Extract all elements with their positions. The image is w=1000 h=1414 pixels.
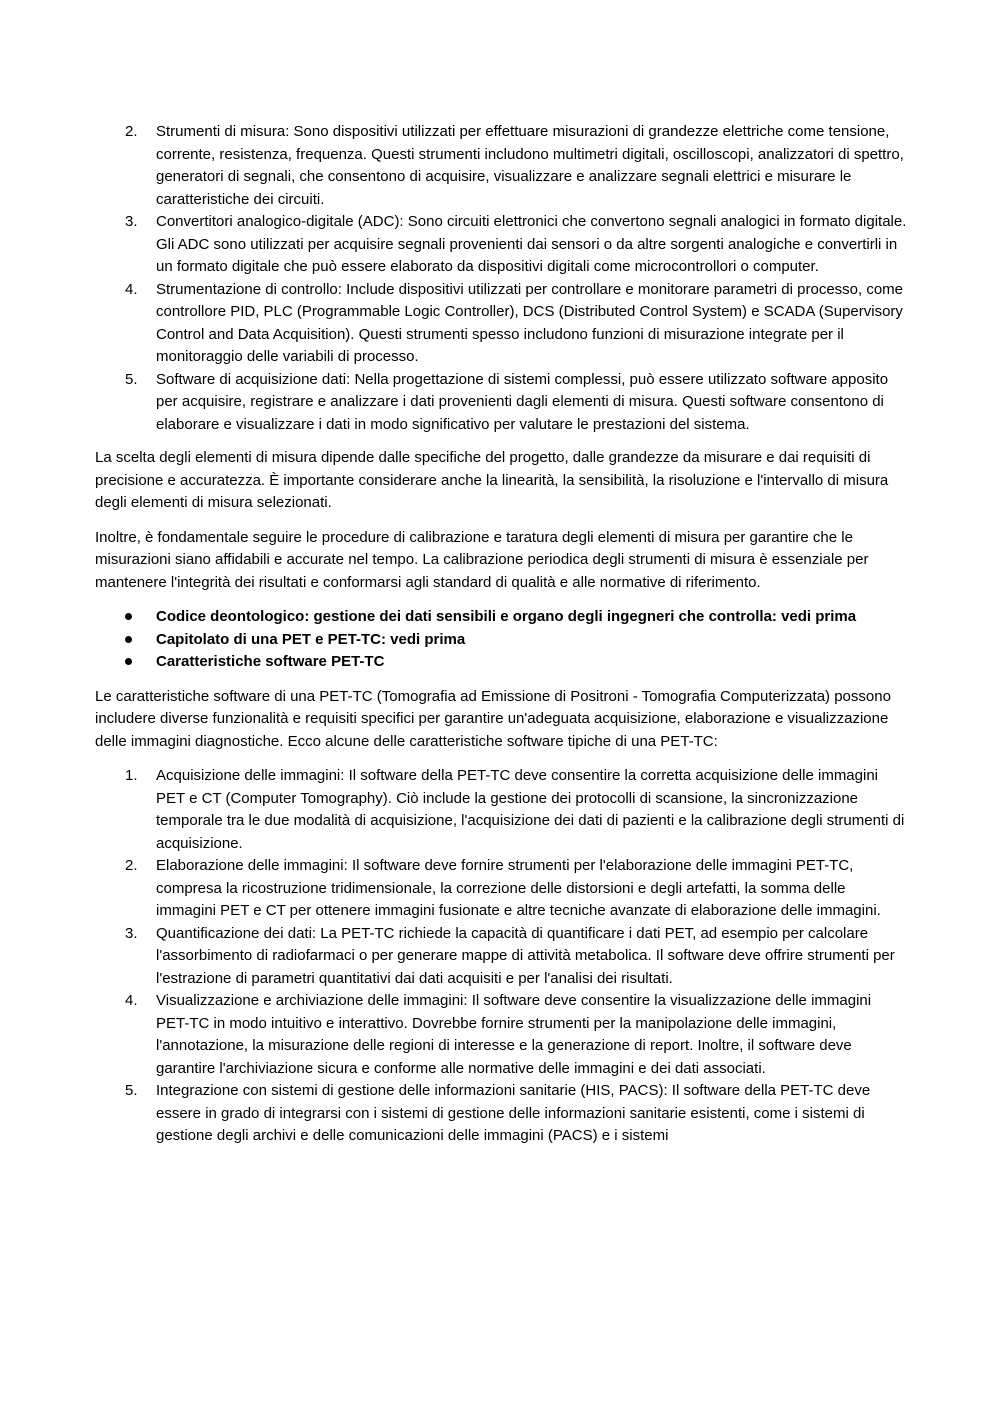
list-item-text: Acquisizione delle immagini: Il software della PET-TC deve consentire la corretta acquisizione delle immagini PET e CT (Computer Tomography). Ciò include la gestione dei protocolli di scansione, la sincronizzazione temporale tra le due modalità di acquisizione, l'acquisizione dei dati di pazienti e la calibrazione degli strumenti di acquisizione.: [156, 767, 905, 852]
list-item: [95, 1080, 907, 1148]
numbered-list-measurement-elements: [95, 121, 907, 436]
list-item: [95, 369, 907, 437]
list-item-text: Integrazione con sistemi di gestione delle informazioni sanitarie (HIS, PACS): Il software della PET-TC deve essere in grado di integrarsi con i sistemi di gestione delle informazioni sanitarie esistenti, come i sistemi di gestione degli archivi e delle comunicazioni delle immagini (PACS) e i sistemi: [156, 1082, 871, 1144]
bullet-icon: [125, 613, 132, 620]
list-number: 3.: [125, 924, 138, 942]
list-number: 2.: [125, 857, 138, 874]
list-number: 5.: [125, 1082, 138, 1099]
list-item-text: Software di acquisizione dati: Nella progettazione di sistemi complessi, può essere utilizzato software apposito per acquisire, registrare e analizzare i dati provenienti dagli elementi di misura. Questi software consentono di elaborare e visualizzare i dati in modo significativo per valutare le prestazioni del sistema.: [156, 370, 889, 433]
paragraph: Inoltre, è fondamentale seguire le procedure di calibrazione e taratura degli elementi di misura per garantire che le misurazioni siano affidabili e accurate nel tempo. La calibrazione periodica degli strumenti di misura è essenziale per mantenere l'integrità dei risultati e conformarsi agli standard di qualità e alle normative di riferimento.: [95, 528, 869, 591]
numbered-list-pet-tc-software: [95, 765, 907, 1148]
list-item: [95, 211, 907, 279]
bullet-text: Caratteristiche software PET-TC: [156, 653, 385, 670]
list-item: [95, 923, 907, 991]
list-item: [95, 990, 907, 1080]
bullet-item: [95, 651, 907, 674]
bullet-icon: [125, 636, 132, 643]
list-item-text: Strumentazione di controllo: Include dispositivi utilizzati per controllare e monitorare parametri di processo, come controllore PID, PLC (Programmable Logic Controller), DCS (Distributed Control System) e SCADA (Supervisory Control and Data Acquisition). Questi strumenti spesso includono funzioni di misurazione integrate per il monitoraggio delle variabili di processo.: [156, 280, 904, 365]
list-number: 2.: [125, 123, 138, 140]
bullet-text: Codice deontologico: gestione dei dati sensibili e organo degli ingegneri che controlla: vedi prima: [156, 608, 857, 625]
paragraph: La scelta degli elementi di misura dipende dalle specifiche del progetto, dalle grandezze da misurare e dai requisiti di precisione e accuratezza. È importante considerare anche la linearità, la sensibilità, la risoluzione e l'intervallo di misura degli elementi di misura selezionati.: [95, 449, 889, 511]
list-item-text: Convertitori analogico-digitale (ADC): Sono circuiti elettronici che convertono segnali analogici in formato digitale. Gli ADC sono utilizzati per acquisire segnali provenienti dai sensori o da altre sorgenti analogiche e convertirli in un formato digitale che può essere elaborato da dispositivi digitali come microcontrollori o computer.: [156, 213, 907, 275]
list-item: [95, 279, 907, 369]
list-number: 5.: [125, 370, 138, 388]
bullet-item: [95, 606, 907, 629]
bullet-list-topics: [95, 606, 907, 674]
list-number: 4.: [125, 280, 138, 298]
list-item-text: Strumenti di misura: Sono dispositivi utilizzati per effettuare misurazioni di grandezze elettriche come tensione, corrente, resistenza, frequenza. Questi strumenti includono multimetri digitali, oscilloscopi, analizzatori di spettro, generatori di segnali, che consentono di acquisire, visualizzare e analizzare segnali elettrici e misurare le caratteristiche dei circuiti.: [156, 123, 904, 208]
list-item-text: Visualizzazione e archiviazione delle immagini: Il software deve consentire la visualizzazione delle immagini PET-TC in modo intuitivo e interattivo. Dovrebbe fornire strumenti per la manipolazione delle immagini, l'annotazione, la misurazione delle regioni di interesse e la generazione di report. Inoltre, il software deve garantire l'archiviazione sicura e conforme alle normative delle immagini e dei dati associati.: [156, 992, 872, 1077]
list-item: [95, 765, 907, 855]
list-item-text: Quantificazione dei dati: La PET-TC richiede la capacità di quantificare i dati PET, ad esempio per calcolare l'assorbimento di radiofarmaci o per generare mappe di attività metabolica. Il software deve offrire strumenti per l'estrazione di parametri quantitativi dai dati acquisiti e per l'analisi dei risultati.: [156, 924, 895, 987]
list-item: [95, 855, 907, 923]
list-number: 3.: [125, 213, 138, 230]
list-item-text: Elaborazione delle immagini: Il software deve fornire strumenti per l'elaborazione delle immagini PET-TC, compresa la ricostruzione tridimensionale, la correzione delle distorsioni e degli artefatti, la somma delle immagini PET e CT per ottenere immagini fusionate e altre tecniche avanzate di elaborazione delle immagini.: [156, 857, 881, 919]
page-content: [95, 121, 907, 1148]
paragraph: Le caratteristiche software di una PET-TC (Tomografia ad Emissione di Positroni - Tomografia Computerizzata) possono includere diverse funzionalità e requisiti specifici per garantire un'adeguata acquisizione, elaborazione e visualizzazione delle immagini diagnostiche. Ecco alcune delle caratteristiche software tipiche di una PET-TC:: [95, 687, 891, 750]
list-number: 1.: [125, 767, 138, 784]
list-item: [95, 121, 907, 211]
bullet-text: Capitolato di una PET e PET-TC: vedi prima: [156, 630, 466, 648]
bullet-item: [95, 629, 907, 652]
list-number: 4.: [125, 992, 138, 1009]
bullet-icon: [125, 658, 132, 665]
